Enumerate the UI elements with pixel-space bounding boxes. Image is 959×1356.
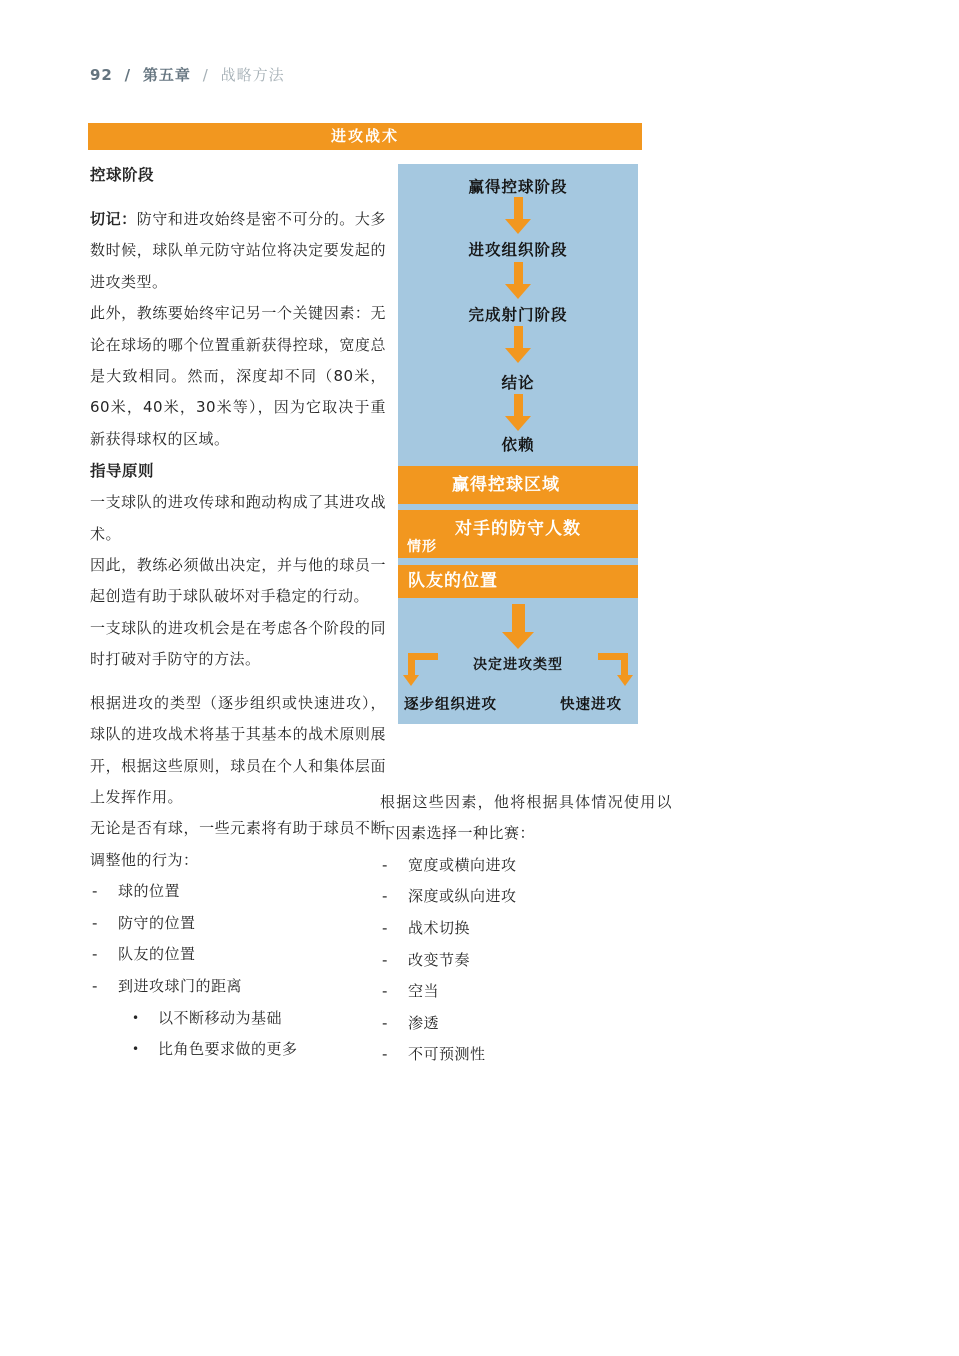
list-item (90, 876, 386, 908)
band-opponent-defenders (398, 510, 638, 558)
right-column (380, 787, 672, 1071)
list-item-text: 防守的位置 (118, 913, 196, 932)
dash-marker: - (382, 887, 388, 906)
down-arrow-icon (505, 197, 531, 234)
list-item (380, 881, 672, 913)
list-item-text: 改变节奏 (408, 950, 471, 969)
elbow-arrow-right-icon (598, 653, 628, 675)
sub-list-item (90, 1003, 386, 1035)
dash-marker: - (382, 1045, 388, 1064)
dot-marker: • (132, 1010, 140, 1025)
paragraph-key-factor: 此外，教练要始终牢记另一个关键因素：无论在球场的哪个位置重新获得控球，宽度总是大致相同。然而，深度却不同（80米，60米，40米，30米等），因为它取决于重新获得球权的区域。 (90, 304, 386, 448)
heading-guiding-principles: 指导原则 (90, 462, 155, 481)
list-item-text: 比角色要求做的更多 (158, 1040, 298, 1059)
chapter-label: 第五章 (142, 66, 191, 84)
dash-marker: - (382, 919, 388, 937)
dash-marker: - (382, 950, 388, 969)
sub-list-item (90, 1034, 386, 1066)
paragraph-tactics: 一支球队的进攻传球和跑动构成了其进攻战术。 (90, 493, 386, 543)
stage-conclusion: 结论 (501, 374, 535, 392)
banner-title: 进攻战术 (330, 127, 399, 145)
elbow-arrow-left-icon (408, 653, 438, 675)
dot-marker: • (132, 1042, 140, 1057)
dash-marker: - (382, 855, 388, 874)
section-banner (88, 123, 642, 150)
list-item-text: 到进攻球门的距离 (118, 976, 243, 995)
list-item (380, 976, 672, 1008)
paragraph-coach-decision: 因此，教练必须做出决定，并与他的球员一起创造有助于球队破坏对手稳定的行动。 (90, 556, 386, 606)
list-item (380, 1008, 672, 1040)
dash-marker: - (92, 913, 98, 932)
list-item-text: 以不断移动为基础 (158, 1008, 283, 1027)
dash-marker: - (382, 982, 388, 1001)
header-separator: / (124, 66, 132, 84)
list-item-text: 队友的位置 (118, 945, 196, 964)
paragraph-text: 防守和进攻始终是密不可分的。大多数时候，球队单元防守站位将决定要发起的进攻类型。 (90, 210, 386, 291)
paragraph-remember (90, 204, 386, 298)
attack-decision-flowchart (398, 164, 638, 724)
down-arrow-icon (505, 262, 531, 299)
list-item (90, 908, 386, 940)
list-item-text: 战术切换 (408, 919, 471, 937)
paragraph-elements: 无论是否有球，一些元素将有助于球员不断调整他的行为： (90, 819, 386, 869)
list-item (380, 913, 672, 945)
heading-possession-phase: 控球阶段 (90, 166, 155, 184)
outcome-build-up-attack: 逐步组织进攻 (404, 697, 497, 713)
paragraph-attack-type: 根据进攻的类型（逐步组织或快速进攻），球队的进攻战术将基于其基本的战术原则展开，根据这些原则，球员在个人和集体层面上发挥作用。 (90, 693, 386, 806)
band-sub-label: 情形 (407, 539, 437, 555)
list-item-text: 球的位置 (118, 882, 181, 901)
list-item (380, 1039, 672, 1071)
list-item (380, 850, 672, 882)
header-separator: / (202, 66, 209, 84)
band-teammates-position: 队友的位置 (398, 565, 638, 598)
list-item-text: 宽度或横向进攻 (408, 855, 517, 874)
paragraph-lead: 切记： (90, 210, 137, 228)
down-arrow-icon (505, 326, 531, 363)
list-item-text: 渗透 (408, 1013, 440, 1032)
left-column (90, 163, 386, 1066)
list-item (90, 971, 386, 1003)
dash-marker: - (92, 976, 98, 995)
list-item-text: 不可预测性 (408, 1045, 486, 1064)
dash-marker: - (92, 882, 98, 901)
list-item-text: 空当 (408, 982, 440, 1001)
down-arrow-icon (505, 394, 531, 431)
stage-win-possession: 赢得控球阶段 (468, 178, 568, 196)
dash-marker: - (382, 1013, 388, 1032)
dash-marker: - (92, 945, 98, 964)
section-label: 战略方法 (220, 66, 285, 84)
down-arrow-icon (502, 604, 534, 649)
list-item (90, 939, 386, 971)
list-item-text: 深度或纵向进攻 (408, 887, 517, 906)
stage-finishing: 完成射门阶段 (468, 306, 568, 324)
running-header (90, 64, 291, 85)
stage-depends-on: 依赖 (501, 436, 535, 454)
paragraph-choose-game: 根据这些因素，他将根据具体情况使用以下因素选择一种比赛： (380, 793, 672, 843)
list-item (380, 945, 672, 977)
decision-label: 决定进攻类型 (473, 657, 563, 673)
outcome-fast-attack: 快速进攻 (560, 697, 622, 713)
page-number: 92 (90, 66, 113, 84)
game-factors-list (380, 850, 672, 1071)
paragraph-attack-chance: 一支球队的进攻机会是在考虑各个阶段的同时打破对手防守的方法。 (90, 618, 386, 669)
stage-attack-organization: 进攻组织阶段 (468, 241, 568, 259)
adjust-behavior-list (90, 876, 386, 1066)
band-label: 对手的防守人数 (455, 519, 581, 539)
band-recovery-zone: 赢得控球区域 (398, 466, 638, 504)
